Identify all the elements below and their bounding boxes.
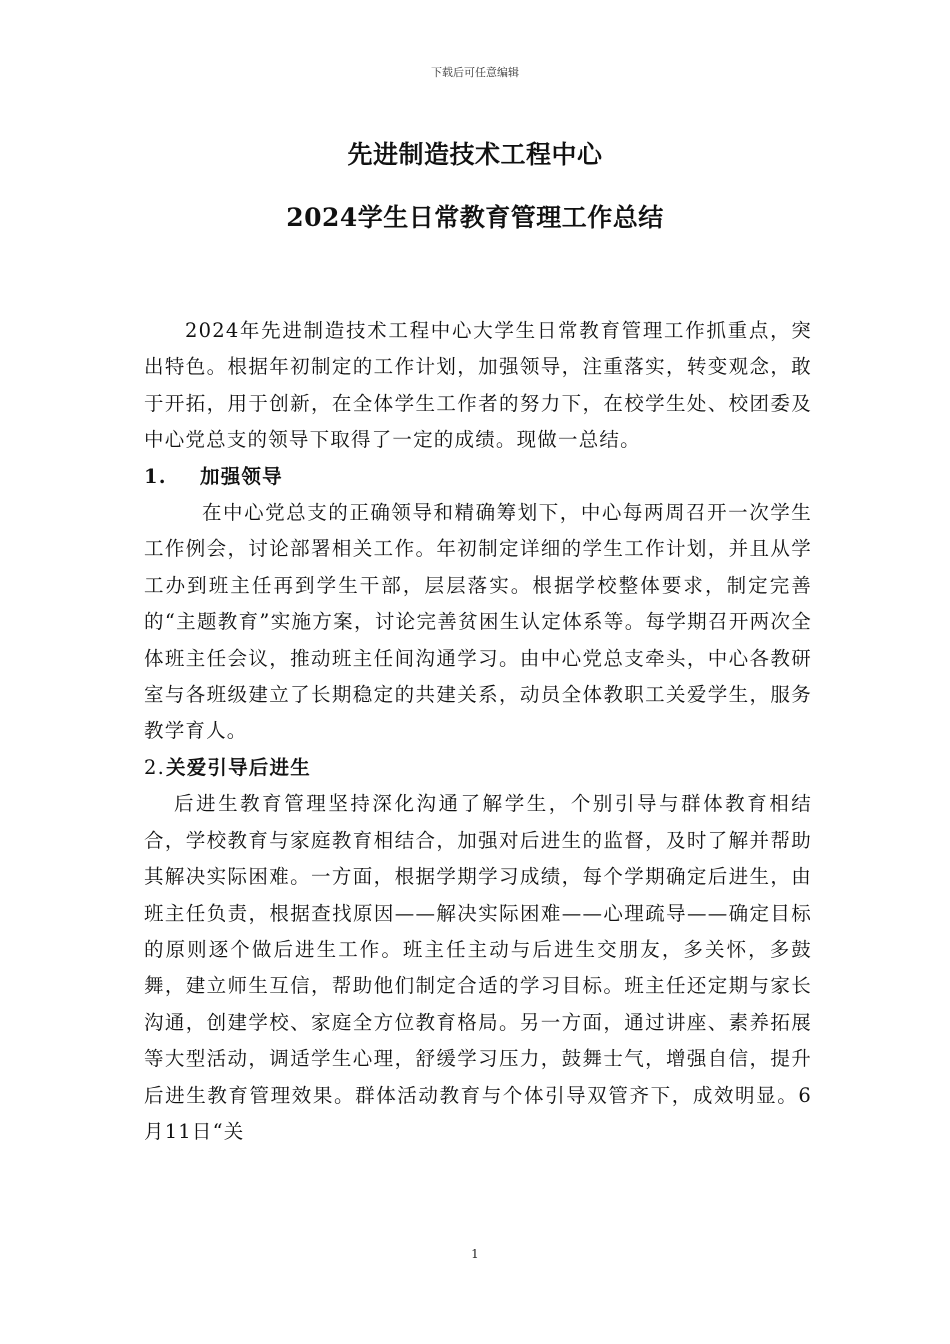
section2-heading — [144, 750, 812, 786]
section2-number: 2. — [144, 755, 166, 779]
section2-paragraph: 后进生教育管理坚持深化沟通了解学生，个别引导与群体教育相结合，学校教育与家庭教育相结合，加强对后进生的监督，及时了解并帮助其解决实际困难。一方面，根据学期学习成绩，每个学期确定后进生，由班主任负责，根据查找原因——解决实际困难——心理疏导——确定目标的原则逐个做后进生工作。班主任主动与后进生交朋友，多关怀，多鼓舞，建立师生互信，帮助他们制定合适的学习目标。班主任还定期与家长沟通，创建学校、家庭全方位教育格局。另一方面，通过讲座、素养拓展等大型活动，调适学生心理，舒缓学习压力，鼓舞士气，增强自信，提升后进生教育管理效果。群体活动教育与个体引导双管齐下，成效明显。6月11日“关 — [144, 792, 812, 1143]
section1-number: 1. — [144, 464, 167, 488]
header-note: 下载后可任意编辑 — [431, 66, 519, 79]
section1-title: 加强领导 — [200, 464, 283, 488]
page-number: 1 — [471, 1247, 479, 1261]
section2-title: 关爱引导后进生 — [166, 755, 311, 779]
document-title-line1: 先进制造技术工程中心 — [347, 140, 603, 169]
document-title-line2: 2024学生日常教育管理工作总结 — [286, 203, 664, 232]
intro-paragraph: 2024年先进制造技术工程中心大学生日常教育管理工作抓重点，突出特色。根据年初制定的工作计划，加强领导，注重落实，转变观念，敢于开拓，用于创新，在全体学生工作者的努力下，在校学生处、校团委及中心党总支的领导下取得了一定的成绩。现做一总结。 — [144, 319, 812, 452]
section1-heading — [144, 459, 812, 495]
section1-paragraph: 在中心党总支的正确领导和精确筹划下，中心每两周召开一次学生工作例会，讨论部署相关工作。年初制定详细的学生工作计划，并且从学工办到班主任再到学生干部，层层落实。根据学校整体要求，制定完善的“主题教育”实施方案，讨论完善贫困生认定体系等。每学期召开两次全体班主任会议，推动班主任间沟通学习。由中心党总支牵头，中心各教研室与各班级建立了长期稳定的共建关系，动员全体教职工关爱学生，服务教学育人。 — [144, 501, 812, 743]
document-body — [144, 313, 812, 1150]
